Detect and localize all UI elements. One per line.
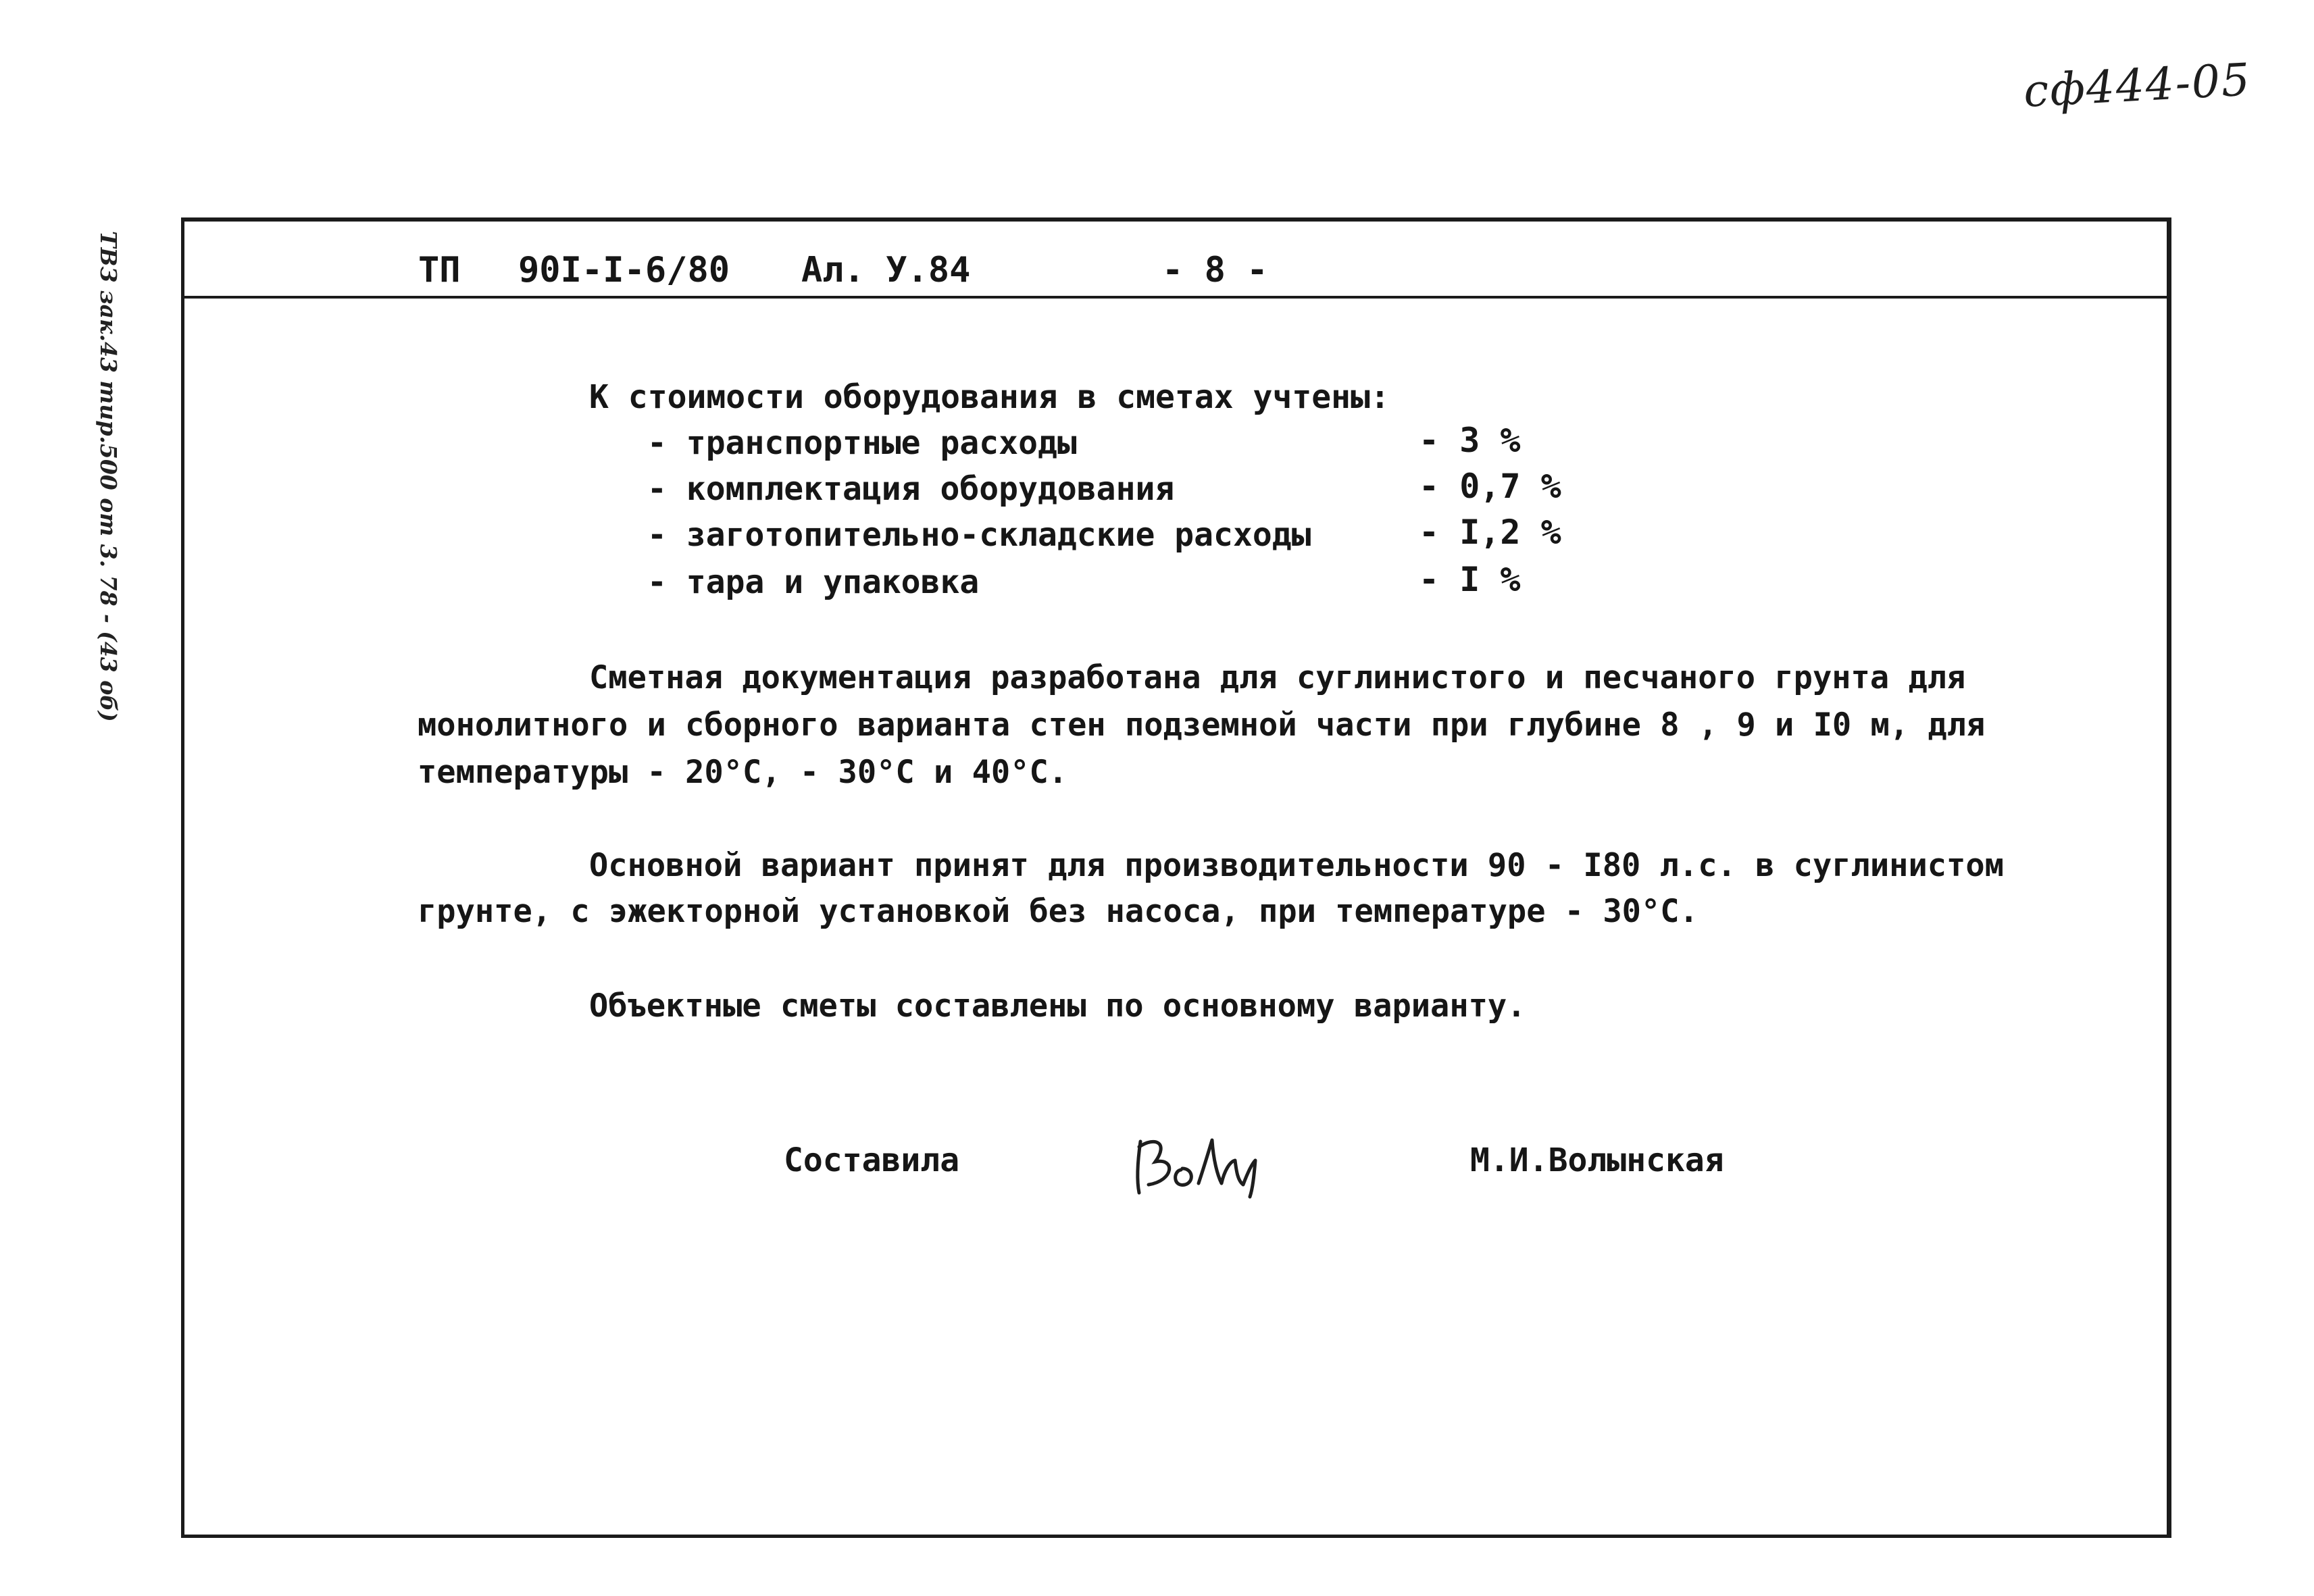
paragraph-line: грунте, с эжекторной установкой без насоса, при температуре - 30°С.: [418, 893, 1699, 930]
header-series: ТП: [418, 250, 461, 290]
paragraph-line: Объектные сметы составлены по основному варианту.: [589, 987, 1526, 1025]
signoff-name: М.И.Волынская: [1470, 1141, 1724, 1179]
equipment-item-value: - 0,7 %: [1419, 467, 1561, 506]
equipment-item-label: - тара и упаковка: [647, 563, 980, 601]
equipment-intro: К стоимости оборудования в сметах учтены:: [589, 378, 1390, 416]
header-page-number: - 8 -: [1162, 250, 1268, 290]
header-row: [184, 222, 2167, 299]
equipment-item-label: - комплектация оборудования: [647, 470, 1175, 508]
paragraph-line: Основной вариант принят для производительности 90 - I80 л.с. в суглинистом: [589, 847, 2004, 884]
paragraph-line: Сметная документация разработана для суглинистого и песчаного грунта для: [589, 659, 1966, 696]
paragraph-line: температуры - 20°С, - 30°С и 40°С.: [418, 754, 1068, 791]
header-project-number: 90I-I-6/80: [518, 250, 730, 290]
equipment-item-label: - заготопительно-складские расходы: [647, 516, 1311, 554]
equipment-item-value: - I %: [1419, 560, 1521, 599]
equipment-item-label: - транспортные расходы: [647, 424, 1077, 462]
equipment-item-value: - I,2 %: [1419, 513, 1561, 552]
handwritten-signature: [1128, 1127, 1263, 1201]
signoff-label: Составила: [784, 1141, 960, 1179]
side-print-note: ТВЗ зак.43 тир.500 от 3. 78 - (43 об): [95, 231, 122, 722]
paragraph-line: монолитного и сборного варианта стен подземной части при глубине 8 , 9 и I0 м, для: [418, 706, 1986, 744]
header-album: Ал. У.84: [801, 250, 971, 290]
equipment-item-value: - 3 %: [1419, 421, 1521, 460]
handwritten-document-code: сф444-05: [2022, 53, 2253, 118]
